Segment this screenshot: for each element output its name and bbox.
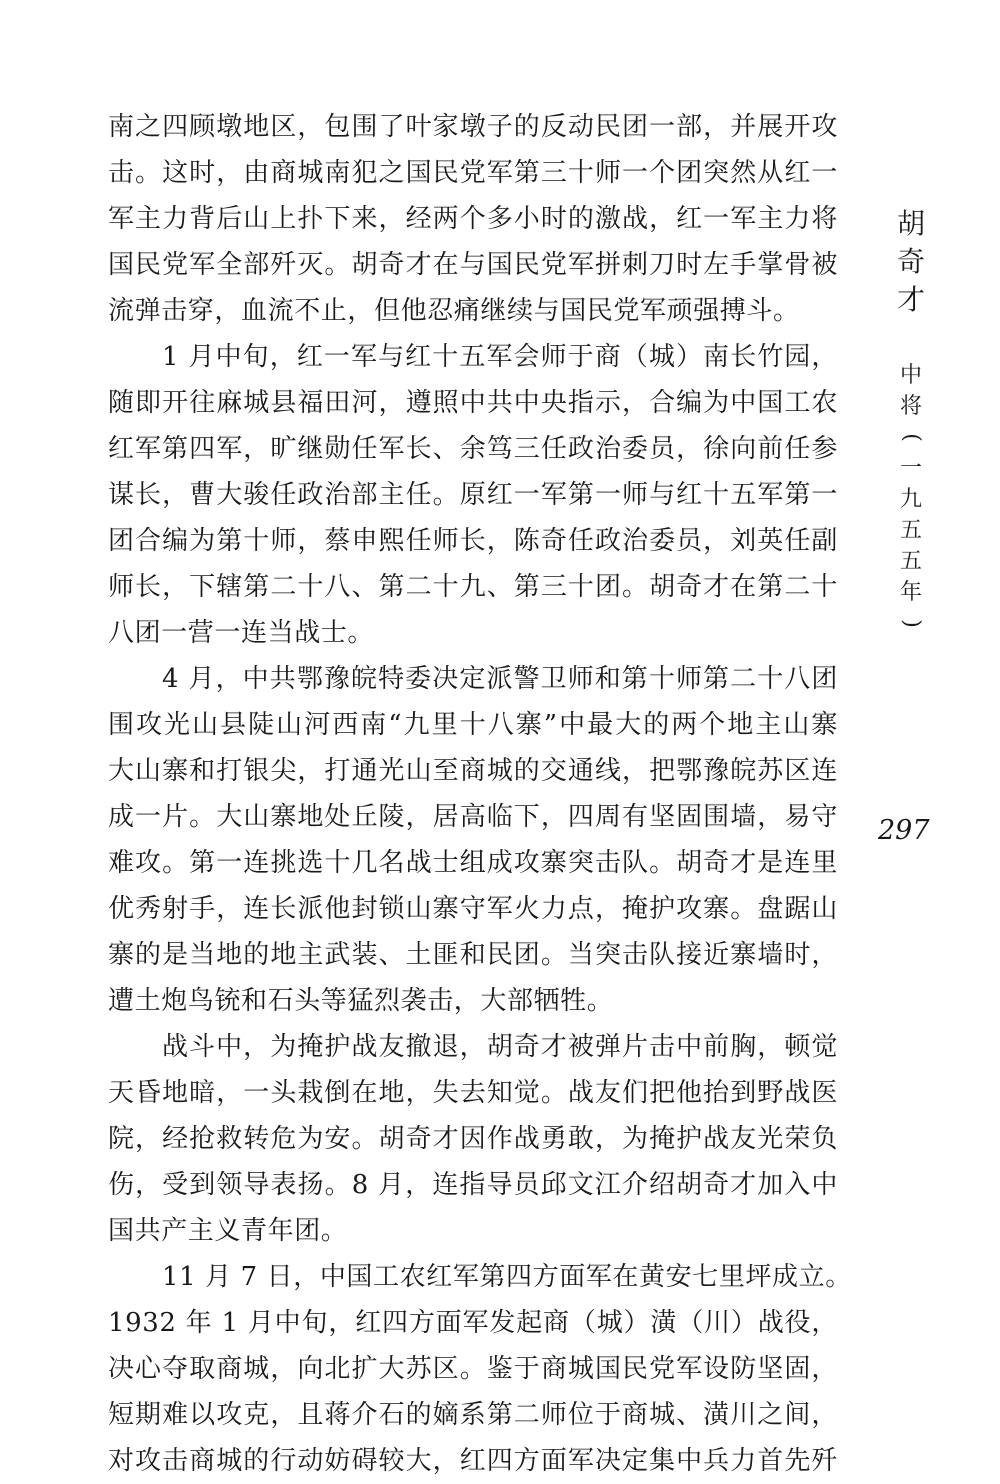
side-title-char: 才 (896, 283, 925, 316)
side-title (893, 205, 929, 319)
side-subtitle-char: 五 (899, 549, 922, 574)
text-line: 谋长，曹大骏任政治部主任。原红一军第一师与红十五军第一 (108, 480, 838, 510)
text-line: 随即开往麻城县福田河，遵照中共中央指示，合编为中国工农 (108, 388, 838, 418)
side-subtitle-char: 中 (899, 363, 922, 388)
side-subtitle-char: ( (898, 433, 924, 442)
side-subtitle (896, 360, 926, 639)
side-subtitle-char: 一 (899, 456, 922, 481)
text-line: 1 月中旬，红一军与红十五军会师于商（城）南长竹园， (162, 342, 838, 372)
text-line: 院，经抢救转危为安。胡奇才因作战勇敢，为掩护战友光荣负 (108, 1124, 838, 1154)
text-line: 战斗中，为掩护战友撤退，胡奇才被弹片击中前胸，顿觉 (162, 1032, 838, 1062)
text-line: 南之四顾墩地区，包围了叶家墩子的反动民团一部，并展开攻 (108, 112, 838, 142)
text-line: 11 月 7 日，中国工农红军第四方面军在黄安七里坪成立。 (162, 1262, 852, 1292)
text-line: 国民党军全部歼灭。胡奇才在与国民党军拼刺刀时左手掌骨被 (108, 250, 838, 280)
text-line: 4 月，中共鄂豫皖特委决定派警卫师和第十师第二十八团 (162, 664, 838, 694)
paragraph (108, 656, 838, 1024)
text-line: 围攻光山县陡山河西南“九里十八寨”中最大的两个地主山寨 (108, 710, 838, 740)
side-subtitle-char: 年 (899, 580, 922, 605)
text-line: 团合编为第十师，蔡申熙任师长，陈奇任政治委员，刘英任副 (108, 526, 838, 556)
text-line: 流弹击穿，血流不止，但他忍痛继续与国民党军顽强搏斗。 (108, 296, 800, 326)
text-line: 击。这时，由商城南犯之国民党军第三十师一个团突然从红一 (108, 158, 838, 188)
side-title-char: 胡 (896, 207, 925, 240)
side-title-char: 奇 (896, 245, 925, 278)
side-subtitle-char: ) (898, 619, 924, 628)
paragraph (108, 1254, 852, 1484)
text-line: 大山寨和打银尖，打通光山至商城的交通线，把鄂豫皖苏区连 (108, 756, 838, 786)
page-number: 297 (878, 815, 930, 846)
side-subtitle-char: 将 (899, 394, 922, 419)
text-line: 决心夺取商城，向北扩大苏区。鉴于商城国民党军设防坚固， (108, 1354, 838, 1384)
text-line: 军主力背后山上扑下来，经两个多小时的激战，红一军主力将 (108, 204, 838, 234)
text-line: 师长，下辖第二十八、第二十九、第三十团。胡奇才在第二十 (108, 572, 838, 602)
paragraph (108, 1024, 838, 1254)
text-line: 伤，受到领导表扬。8 月，连指导员邱文江介绍胡奇才加入中 (108, 1170, 838, 1200)
text-line: 难攻。第一连挑选十几名战士组成攻寨突击队。胡奇才是连里 (108, 848, 838, 878)
text-line: 天昏地暗，一头栽倒在地，失去知觉。战友们把他抬到野战医 (108, 1078, 838, 1108)
text-line: 成一片。大山寨地处丘陵，居高临下，四周有坚固围墙，易守 (108, 802, 838, 832)
text-line: 遭土炮鸟铳和石头等猛烈袭击，大部牺牲。 (108, 986, 614, 1016)
text-line: 国共产主义青年团。 (108, 1216, 348, 1246)
text-line: 1932 年 1 月中旬，红四方面军发起商（城）潢（川）战役， (108, 1308, 838, 1338)
paragraph (108, 334, 838, 656)
text-line: 短期难以攻克，且蒋介石的嫡系第二师位于商城、潢川之间， (108, 1400, 838, 1430)
text-line: 寨的是当地的地主武装、土匪和民团。当突击队接近寨墙时， (108, 940, 838, 970)
side-subtitle-char: 九 (899, 487, 922, 512)
text-line: 优秀射手，连长派他封锁山寨守军火力点，掩护攻寨。盘踞山 (108, 894, 838, 924)
side-subtitle-char: 五 (899, 518, 922, 543)
text-line: 对攻击商城的行动妨碍较大，红四方面军决定集中兵力首先歼 (108, 1446, 838, 1476)
paragraph (108, 104, 838, 334)
text-line: 八团一营一连当战士。 (108, 618, 375, 648)
text-line: 红军第四军，旷继勋任军长、余笃三任政治委员，徐向前任参 (108, 434, 838, 464)
body-text (108, 104, 852, 1484)
